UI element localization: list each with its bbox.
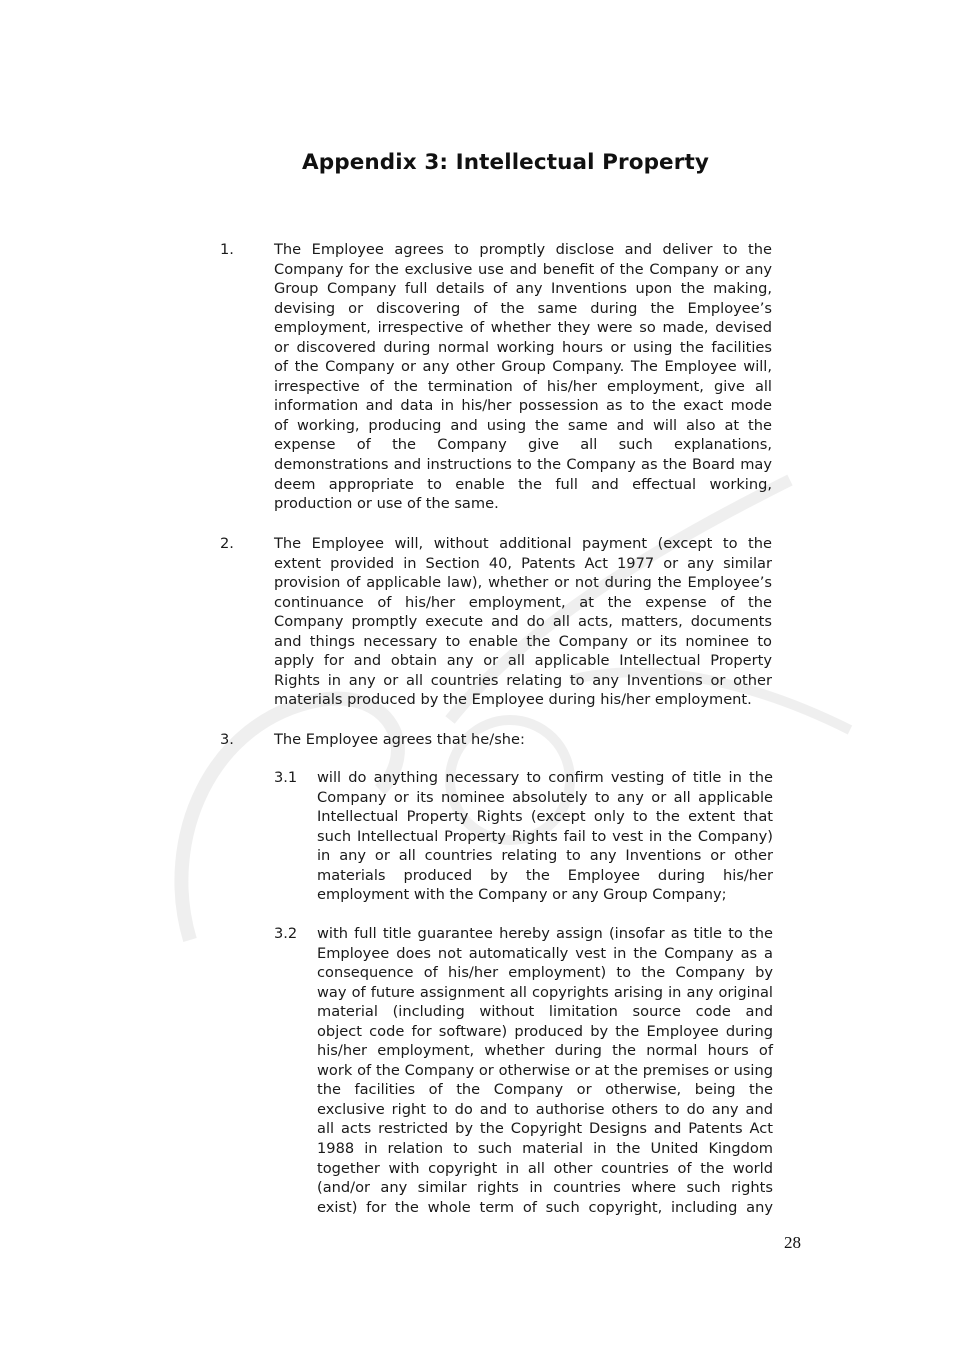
paragraph-line: demonstrations and instructions to the Company as the Board may [274,456,772,474]
paragraph-line: irrespective of the termination of his/her employment, give all [274,377,772,395]
paragraph-line: employment, irrespective of whether they were so made, devised [274,319,772,337]
paragraph-line: will do anything necessary to confirm vesting of title in the [317,769,773,786]
paragraph-line: his/her employment, whether during the normal hours of [317,1042,773,1060]
paragraph-line: Employee does not automatically vest in the Company as a [317,944,773,962]
paragraph-line: information and data in his/her possession as to the exact mode [274,397,772,415]
subitem-number: 3.1 [274,769,298,786]
paragraph-line: The Employee will, without additional payment (except to the [274,535,772,552]
paragraph-line: Company promptly execute and do all acts, matters, documents [274,613,772,631]
paragraph-line: and things necessary to enable the Company or its nominee to [274,632,772,650]
paragraph-line: material (including without limitation source code and [317,1003,773,1021]
paragraph-line: materials produced by the Employee during his/her employment. [274,691,752,709]
paragraph-line: employment with the Company or any Group Company; [317,886,727,904]
paragraph-1 [274,240,772,514]
paragraph-line: in any or all countries relating to any Inventions or other [317,847,773,865]
paragraph-line: expense of the Company give all such explanations, [274,436,772,454]
paragraph-line: materials produced by the Employee during his/her [317,866,773,884]
paragraph-line: of working, producing and using the same and will also at the [274,416,772,434]
paragraph-line: (and/or any similar rights in countries where such rights [317,1179,773,1197]
paragraph-line: extent provided in Section 40, Patents Act 1977 or any similar [274,554,772,572]
paragraph-line: Rights in any or all countries relating to any Inventions or other [274,671,772,689]
paragraph-line: all acts restricted by the Copyright Designs and Patents Act [317,1120,773,1138]
paragraph-line: or discovered during normal working hours or using the facilities [274,338,772,356]
paragraph-line: production or use of the same. [274,495,499,513]
paragraph-line: object code for software) produced by the Employee during [317,1022,773,1040]
subparagraph-3-1 [317,768,773,905]
paragraph-line: work of the Company or otherwise or at the premises or using [317,1061,773,1079]
subparagraph-3-2 [317,924,773,1217]
paragraph-line: The Employee agrees that he/she: [274,731,525,748]
paragraph-line: exist) for the whole term of such copyright, including any [317,1198,773,1216]
paragraph-line: continuance of his/her employment, at the expense of the [274,593,772,611]
item-number: 1. [220,241,234,258]
paragraph-line: Group Company full details of any Inventions upon the making, [274,280,772,298]
paragraph-line: apply for and obtain any or all applicable Intellectual Property [274,652,772,670]
item-number: 2. [220,535,234,552]
item-number: 3. [220,731,234,748]
paragraph-line: of the Company or any other Group Company. The Employee will, [274,358,772,376]
page-number: 28 [784,1233,801,1252]
paragraph-line: Intellectual Property Rights (except only to the extent that [317,808,773,826]
paragraph-line: with full title guarantee hereby assign (insofar as title to the [317,925,773,942]
paragraph-line: exclusive right to do and to authorise others to do any and [317,1100,773,1118]
paragraph-line: deem appropriate to enable the full and effectual working, [274,475,772,493]
paragraph-line: devising or discovering of the same during the Employee’s [274,299,772,317]
paragraph-line: 1988 in relation to such material in the United Kingdom [317,1140,773,1158]
paragraph-line: the facilities of the Company or otherwise, being the [317,1081,773,1099]
paragraph-3 [274,730,772,750]
paragraph-line: Company or its nominee absolutely to any or all applicable [317,788,773,806]
page-title: Appendix 3: Intellectual Property [302,150,709,175]
paragraph-line: The Employee agrees to promptly disclose and deliver to the [274,241,772,258]
subitem-number: 3.2 [274,925,298,942]
paragraph-line: way of future assignment all copyrights arising in any original [317,983,773,1001]
paragraph-line: consequence of his/her employment) to the Company by [317,964,773,982]
paragraph-line: Company for the exclusive use and benefit of the Company or any [274,260,772,278]
paragraph-2 [274,534,772,710]
paragraph-line: together with copyright in all other countries of the world [317,1159,773,1177]
paragraph-line: provision of applicable law), whether or not during the Employee’s [274,574,772,592]
paragraph-line: such Intellectual Property Rights fail to vest in the Company) [317,827,773,845]
